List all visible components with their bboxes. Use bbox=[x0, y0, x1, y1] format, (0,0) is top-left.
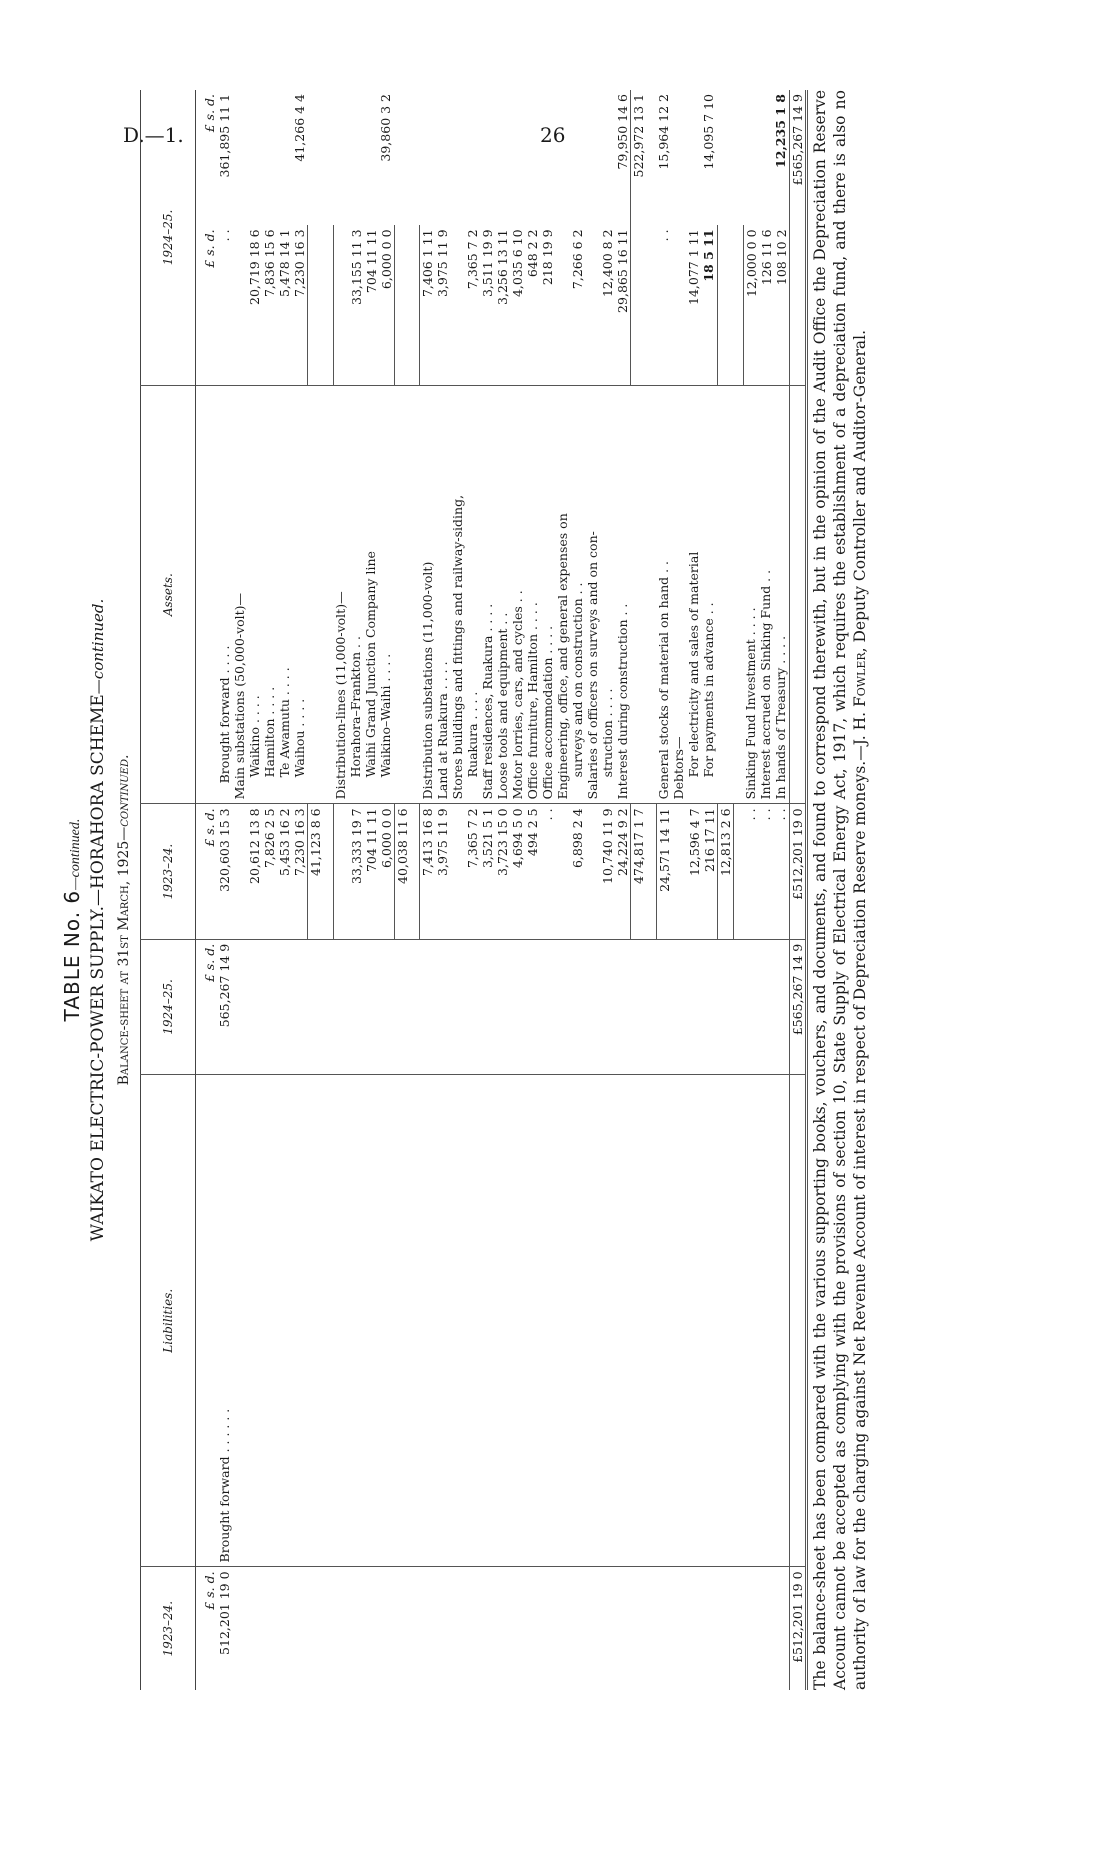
liab-prev-total: £512,201 19 0 bbox=[789, 1567, 806, 1690]
misc-cur-value bbox=[585, 229, 600, 381]
sheet-title: Balance-sheet at 31st March, 1925—continued. bbox=[116, 754, 132, 1086]
dist-prev: 33,333 19 7 704 11 11 6,000 0 0 bbox=[333, 804, 394, 939]
misc-prev-total: 474,817 1 7 bbox=[631, 804, 647, 939]
misc-label: Engineering, office, and general expenses on bbox=[554, 513, 570, 800]
units-label: £ s. d. bbox=[202, 229, 217, 268]
rotated-page bbox=[40, 90, 1050, 1750]
misc-label: Staff residences, Ruakura . . . . bbox=[479, 603, 495, 800]
misc-label: struction . . . . bbox=[599, 688, 615, 778]
misc-prev-value: 3,975 11 9 bbox=[435, 808, 450, 876]
misc-label: Office accommodation . . . . bbox=[539, 625, 555, 800]
misc-prev-value bbox=[450, 808, 465, 934]
asset-bf-label: Brought forward . . . . bbox=[217, 385, 232, 803]
col-assets: Assets. bbox=[141, 385, 196, 803]
misc-cur-value: 648 2 2 bbox=[525, 229, 540, 278]
misc-prev-value: 3,521 5 1 bbox=[480, 808, 495, 869]
col-1924-liab: 1924–25. bbox=[141, 939, 196, 1074]
misc-label: surveys and on construction . . bbox=[569, 582, 585, 778]
debtors-prev-total: 12,813 2 6 bbox=[717, 804, 733, 939]
audit-note: The balance-sheet has been compared with the various supporting books, vouchers, and documents, and found to correspond therewith, but in the opinion of the Audit Office the Depreciation Reserve Account cannot be accepted as complying with the provisions of section 10, State Supply of Electrical Energy Act, 1917, which requires the establishment of a depreciation fund, and there is also no authority of law for the charging against Net Revenue Account of interest in respect of Depreciation Reserve moneys.—J. H. Fowler, Deputy Controller and Auditor-General. bbox=[811, 90, 869, 1690]
misc-labels bbox=[420, 385, 631, 803]
dist-labels: Distribution-lines (11,000-volt)— Horahora–Frankton . . Waihi Grand Junction Company line Waikino–Waihi . . . . bbox=[333, 385, 394, 803]
misc-cur-value: 7,266 6 2 bbox=[570, 229, 585, 290]
misc-cur-value: 3,256 13 11 bbox=[495, 229, 510, 305]
misc-label: Salaries of officers on surveys and on con- bbox=[584, 531, 600, 800]
asset-cur-total: £565,267 14 9 bbox=[789, 90, 806, 225]
misc-prev-value: . . bbox=[540, 808, 555, 821]
asset-bf-cur-total: 361,895 11 1 bbox=[217, 94, 232, 178]
sinking-prev: . . . . . . bbox=[743, 804, 789, 939]
units-label: £ s. d. bbox=[196, 804, 218, 939]
stocks-debtors-cur-total: 15,964 12 2 14,095 7 10 bbox=[656, 94, 716, 170]
misc-label: Loose tools and equipment . . bbox=[494, 612, 510, 800]
misc-prev-value: 6,898 2 4 bbox=[570, 808, 585, 869]
misc-cur-value: 29,865 16 11 bbox=[615, 229, 630, 313]
liab-cur-value: 565,267 14 9 bbox=[217, 939, 232, 1074]
main-sub-labels: Main substations (50,000-volt)— Waikino . . . . Hamilton . . . . Te Awamutu . . . . Waihou . . . . bbox=[232, 385, 308, 803]
misc-cur bbox=[420, 225, 631, 385]
misc-label: Distribution substations (11,000-volt) bbox=[419, 561, 435, 800]
col-1923-assets: 1923–24. bbox=[141, 804, 196, 939]
units-label: £ s. d. bbox=[196, 939, 218, 1074]
misc-cur-value bbox=[450, 229, 465, 381]
misc-prev-value: 10,740 11 9 bbox=[600, 808, 615, 884]
dist-cur-total: 39,860 3 2 bbox=[378, 94, 393, 162]
scheme-title: WAIKATO ELECTRIC-POWER SUPPLY.—HORAHORA SCHEME—continued. bbox=[88, 598, 108, 1242]
misc-prev-value: 3,723 15 0 bbox=[495, 808, 510, 876]
misc-cur-value bbox=[555, 229, 570, 381]
col-1923-liab: 1923–24. bbox=[141, 1567, 196, 1690]
misc-prev-value: 494 2 5 bbox=[525, 808, 540, 857]
units-label: £ s. d. bbox=[196, 1567, 218, 1690]
main-sub-prev-total: 41,123 8 6 bbox=[308, 804, 324, 939]
sinking-labels: Sinking Fund Investment . . . . Interest accrued on Sinking Fund . . In hands of Treasury . . . . bbox=[743, 385, 789, 803]
signatory: J. H. Fowler bbox=[851, 652, 869, 746]
misc-cur-value: 218 19 9 bbox=[540, 229, 555, 286]
misc-prev-value: 7,365 7 2 bbox=[465, 808, 480, 869]
misc-label: Office furniture, Hamilton . . . . bbox=[524, 602, 540, 800]
page-ref: D.—1. bbox=[123, 123, 184, 147]
stocks-debtors-labels: General stocks of material on hand . . Debtors— For electricity and sales of material For payments in advance . . bbox=[656, 385, 717, 803]
misc-prev-value: 24,224 9 2 bbox=[615, 808, 630, 876]
misc-cur-subtotal: 79,950 14 6 bbox=[614, 94, 630, 170]
misc-label: Ruakura . . . . bbox=[464, 691, 480, 778]
sinking-cur-total: 12,235 1 8 bbox=[773, 94, 788, 168]
misc-cur-value: 7,406 1 11 bbox=[420, 229, 435, 298]
misc-prev-value bbox=[555, 808, 570, 934]
misc-prev-value: 7,413 16 8 bbox=[420, 808, 435, 876]
dist-cur: 33,155 11 3 704 11 11 6,000 0 0 bbox=[333, 225, 394, 385]
units-label: £ s. d. bbox=[202, 94, 217, 133]
misc-prev bbox=[420, 804, 631, 939]
page-number: 26 bbox=[540, 123, 566, 147]
balance-sheet-table bbox=[140, 90, 808, 1690]
dist-prev-total: 40,038 11 6 bbox=[394, 804, 410, 939]
misc-cur-value: 3,975 11 9 bbox=[435, 229, 450, 298]
main-sub-cur-total: 41,266 4 4 bbox=[292, 94, 307, 162]
misc-cur-value: 7,365 7 2 bbox=[465, 229, 480, 290]
misc-cur-value: 12,400 8 2 bbox=[600, 229, 615, 298]
liab-label: Brought forward . . . . . . bbox=[217, 1075, 232, 1567]
misc-prev-value: 4,694 5 0 bbox=[510, 808, 525, 869]
misc-label: Motor lorries, cars, and cycles . . bbox=[509, 590, 525, 800]
misc-prev-value bbox=[585, 808, 600, 934]
after-misc-total: 522,972 13 1 bbox=[631, 90, 647, 225]
main-sub-prev: 20,612 13 8 7,826 2 5 5,453 16 2 7,230 16 3 bbox=[232, 804, 308, 939]
liab-prev-value: 512,201 19 0 bbox=[217, 1567, 232, 1690]
col-1924-assets: 1924–25. bbox=[141, 90, 196, 385]
stocks-debtors-cur: . . 14,077 1 11 18 5 11 bbox=[656, 229, 716, 305]
table-title: TABLE No. 6—continued. bbox=[60, 818, 84, 1022]
stocks-debtors-prev: 24,571 14 11 12,596 4 7 216 17 11 bbox=[656, 804, 717, 939]
misc-cur-value: 3,511 19 9 bbox=[480, 229, 495, 298]
asset-prev-total: £512,201 19 0 bbox=[789, 804, 806, 939]
asset-bf-cur: . . bbox=[217, 229, 232, 242]
col-liabilities: Liabilities. bbox=[141, 1075, 196, 1567]
misc-cur-total bbox=[420, 90, 631, 225]
misc-cur-value: 4,035 6 10 bbox=[510, 229, 525, 298]
sinking-cur: 12,000 0 0 126 11 6 108 10 2 bbox=[743, 225, 789, 385]
misc-label: Interest during construction . . bbox=[614, 603, 630, 800]
liab-cur-total: £565,267 14 9 bbox=[789, 939, 806, 1074]
main-sub-cur: 20,719 18 6 7,836 15 6 5,478 14 1 7,230 16 3 bbox=[247, 229, 307, 305]
asset-bf-prev: 320,603 15 3 bbox=[217, 804, 232, 939]
misc-label: Stores buildings and fittings and railway-siding, bbox=[449, 494, 465, 800]
misc-label: Land at Ruakura . . . . bbox=[434, 661, 450, 800]
